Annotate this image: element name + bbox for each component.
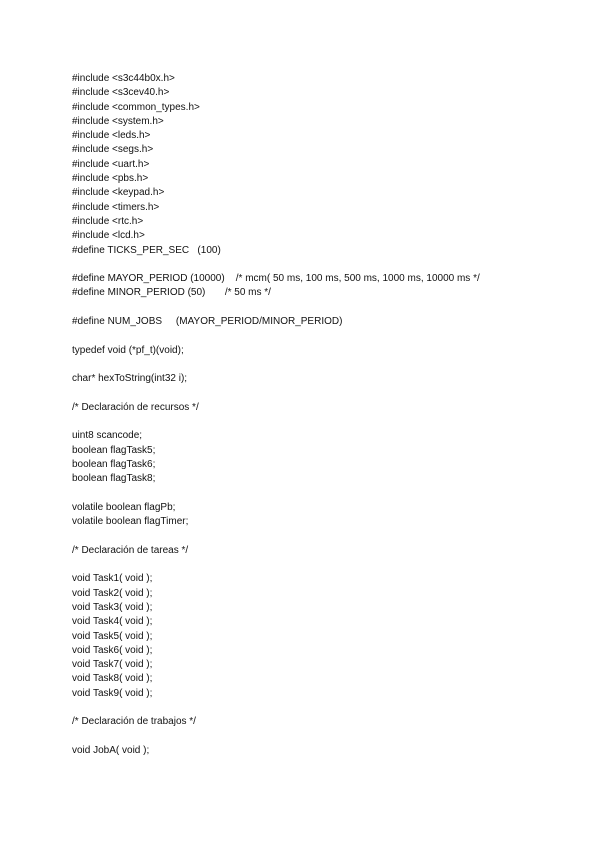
code-line: char* hexToString(int32 i);: [72, 373, 188, 385]
blank-line: [72, 530, 480, 544]
code-line: #include <lcd.h>: [72, 230, 145, 242]
code-line: #define MINOR_PERIOD (50) /* 50 ms */: [72, 287, 271, 299]
code-line: #include <rtc.h>: [72, 215, 144, 227]
code-line: #include <system.h>: [72, 115, 164, 127]
blank-line: [72, 301, 480, 315]
code-line: uint8 scancode;: [72, 430, 143, 442]
code-line: #define NUM_JOBS (MAYOR_PERIOD/MINOR_PERIOD): [72, 316, 343, 328]
source-code-listing: [72, 72, 480, 758]
blank-line: [72, 487, 480, 501]
code-line: #include <keypad.h>: [72, 187, 165, 199]
code-line: #include <common_types.h>: [72, 101, 200, 113]
code-line: void Task9( void );: [72, 687, 153, 699]
code-line: void JobA( void );: [72, 744, 150, 756]
code-line: #define TICKS_PER_SEC (100): [72, 244, 221, 256]
blank-line: [72, 415, 480, 429]
code-line: /* Declaración de recursos */: [72, 401, 199, 413]
blank-line: [72, 387, 480, 401]
code-line: void Task1( void );: [72, 573, 153, 585]
code-line: #include <segs.h>: [72, 144, 154, 156]
code-line: void Task5( void );: [72, 630, 153, 642]
code-line: boolean flagTask6;: [72, 459, 156, 471]
code-line: #define MAYOR_PERIOD (10000) /* mcm( 50 ms, 100 ms, 500 ms, 1000 ms, 10000 ms */: [72, 273, 480, 285]
code-line: boolean flagTask8;: [72, 473, 156, 485]
blank-line: [72, 329, 480, 343]
code-line: #include <leds.h>: [72, 130, 151, 142]
code-line: typedef void (*pf_t)(void);: [72, 344, 184, 356]
code-line: void Task6( void );: [72, 644, 153, 656]
code-line: volatile boolean flagTimer;: [72, 516, 189, 528]
code-line: #include <s3cev40.h>: [72, 87, 170, 99]
code-line: /* Declaración de tareas */: [72, 544, 189, 556]
code-line: #include <pbs.h>: [72, 173, 149, 185]
code-line: boolean flagTask5;: [72, 444, 156, 456]
code-line: void Task4( void );: [72, 616, 153, 628]
blank-line: [72, 730, 480, 744]
code-line: void Task8( void );: [72, 673, 153, 685]
blank-line: [72, 358, 480, 372]
code-line: void Task3( void );: [72, 601, 153, 613]
code-line: volatile boolean flagPb;: [72, 501, 176, 513]
blank-line: [72, 558, 480, 572]
code-line: #include <timers.h>: [72, 201, 160, 213]
code-line: #include <s3c44b0x.h>: [72, 73, 175, 84]
code-line: #include <uart.h>: [72, 158, 150, 170]
code-line: void Task7( void );: [72, 659, 153, 671]
code-line: void Task2( void );: [72, 587, 153, 599]
blank-line: [72, 701, 480, 715]
blank-line: [72, 258, 480, 272]
code-line: /* Declaración de trabajos */: [72, 716, 196, 728]
